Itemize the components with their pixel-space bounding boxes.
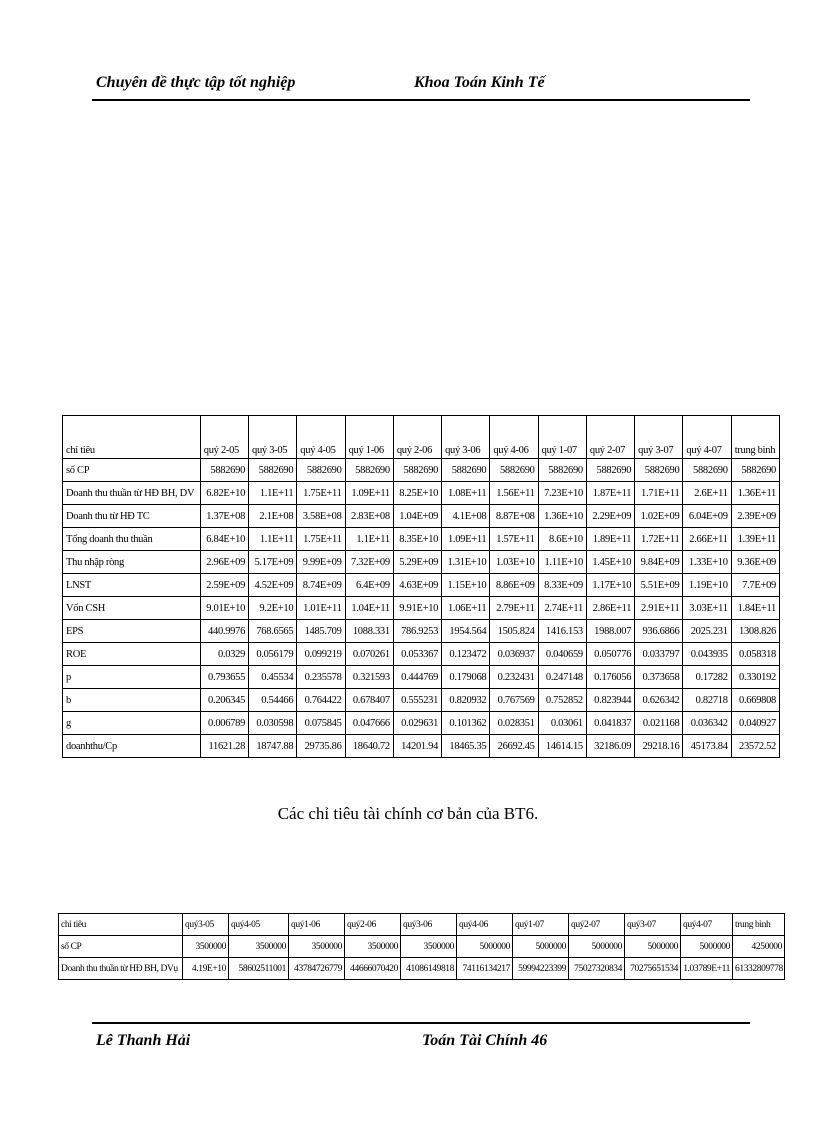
column-header: quý4-07 — [681, 914, 733, 936]
table-cell: 0.17282 — [683, 666, 731, 689]
row-label: Doanh thu từ HĐ TC — [63, 505, 201, 528]
table-cell: 5882690 — [683, 459, 731, 482]
table-cell: 8.33E+09 — [538, 574, 586, 597]
table-cell: 1.17E+10 — [586, 574, 634, 597]
table-cell: 1.1E+11 — [345, 528, 393, 551]
table-cell: 1.04E+11 — [345, 597, 393, 620]
table-cell: 9.91E+10 — [393, 597, 441, 620]
table-cell: 1954.564 — [442, 620, 490, 643]
table-cell: 1.06E+11 — [442, 597, 490, 620]
table-cell: 1.57E+11 — [490, 528, 538, 551]
table-cell: 0.820932 — [442, 689, 490, 712]
table-cell: 9.36E+09 — [731, 551, 779, 574]
table-cell: 1416.153 — [538, 620, 586, 643]
column-header: chỉ tiêu — [63, 416, 201, 459]
header-left-title: Chuyên đề thực tập tốt nghiệp — [96, 74, 296, 91]
table-cell: 8.35E+10 — [393, 528, 441, 551]
table-cell: 1.01E+11 — [297, 597, 345, 620]
table-row — [63, 666, 780, 689]
table-cell: 0.03061 — [538, 712, 586, 735]
table-cell: 3500000 — [345, 936, 401, 958]
table-cell: 1.39E+11 — [731, 528, 779, 551]
table-cell: 2.39E+09 — [731, 505, 779, 528]
table-cell: 0.678407 — [345, 689, 393, 712]
row-label: g — [63, 712, 201, 735]
table-cell: 7.23E+10 — [538, 482, 586, 505]
row-label: Doanh thu thuần từ HĐ BH, DV — [63, 482, 201, 505]
column-header: quý 1-07 — [538, 416, 586, 459]
header-row — [59, 914, 785, 936]
footer-class: Toán Tài Chính 46 — [422, 1032, 548, 1049]
table-cell: 440.9976 — [200, 620, 248, 643]
column-header: quý1-07 — [513, 914, 569, 936]
table-row — [63, 620, 780, 643]
table-cell: 8.6E+10 — [538, 528, 586, 551]
table-cell: 3500000 — [183, 936, 229, 958]
table-cell: 4250000 — [733, 936, 785, 958]
row-label: p — [63, 666, 201, 689]
table-cell: 2.83E+08 — [345, 505, 393, 528]
table-row — [63, 574, 780, 597]
table-cell: 32186.09 — [586, 735, 634, 758]
table-cell: 4.1E+08 — [442, 505, 490, 528]
table-cell: 0.793655 — [200, 666, 248, 689]
table-cell: 0.058318 — [731, 643, 779, 666]
table-cell: 5.29E+09 — [393, 551, 441, 574]
table-cell: 1088.331 — [345, 620, 393, 643]
table-cell: 0.075845 — [297, 712, 345, 735]
table-cell: 41086149818 — [401, 958, 457, 980]
table-cell: 0.669808 — [731, 689, 779, 712]
table-cell: 936.6866 — [635, 620, 683, 643]
table-cell: 0.036937 — [490, 643, 538, 666]
table-cell: 5882690 — [297, 459, 345, 482]
table-cell: 2.59E+09 — [200, 574, 248, 597]
row-label: b — [63, 689, 201, 712]
column-header: quý 3-05 — [249, 416, 297, 459]
table-cell: 1.75E+11 — [297, 482, 345, 505]
table-row — [63, 551, 780, 574]
table-cell: 1485.709 — [297, 620, 345, 643]
table-cell: 5882690 — [538, 459, 586, 482]
column-header: chỉ tiêu — [59, 914, 183, 936]
table-cell: 1.89E+11 — [586, 528, 634, 551]
table-row — [63, 735, 780, 758]
table-cell: 1.87E+11 — [586, 482, 634, 505]
table-cell: 0.053367 — [393, 643, 441, 666]
table-cell: 2025.231 — [683, 620, 731, 643]
column-header: quý 1-06 — [345, 416, 393, 459]
row-label: Thu nhập ròng — [63, 551, 201, 574]
table-cell: 5882690 — [442, 459, 490, 482]
table-cell: 3.58E+08 — [297, 505, 345, 528]
table-cell: 0.373658 — [635, 666, 683, 689]
row-label: EPS — [63, 620, 201, 643]
column-header: quý 4-06 — [490, 416, 538, 459]
table-cell: 1.1E+11 — [249, 528, 297, 551]
table-cell: 2.6E+11 — [683, 482, 731, 505]
row-label: LNST — [63, 574, 201, 597]
table-cell: 1.72E+11 — [635, 528, 683, 551]
table-cell: 1308.826 — [731, 620, 779, 643]
table-row — [63, 643, 780, 666]
table-cell: 70275651534 — [625, 958, 681, 980]
table-cell: 1.56E+11 — [490, 482, 538, 505]
table-cell: 786.9253 — [393, 620, 441, 643]
table-cell: 0.752852 — [538, 689, 586, 712]
table-cell: 3.03E+11 — [683, 597, 731, 620]
table-cell: 3500000 — [401, 936, 457, 958]
table-cell: 4.52E+09 — [249, 574, 297, 597]
table-cell: 0.030598 — [249, 712, 297, 735]
column-header: quý 2-07 — [586, 416, 634, 459]
table-cell: 8.25E+10 — [393, 482, 441, 505]
table-cell: 1.75E+11 — [297, 528, 345, 551]
table-cell: 0.82718 — [683, 689, 731, 712]
table-cell: 0.021168 — [635, 712, 683, 735]
table-cell: 0.764422 — [297, 689, 345, 712]
table-cell: 0.235578 — [297, 666, 345, 689]
column-header: quý2-06 — [345, 914, 401, 936]
table-cell: 43784726779 — [289, 958, 345, 980]
table-cell: 1505.824 — [490, 620, 538, 643]
table-cell: 0.056179 — [249, 643, 297, 666]
table-cell: 5882690 — [731, 459, 779, 482]
table-cell: 0.041837 — [586, 712, 634, 735]
row-label: doanhthu/Cp — [63, 735, 201, 758]
table-cell: 0.047666 — [345, 712, 393, 735]
table-cell: 5882690 — [393, 459, 441, 482]
table-cell: 1.02E+09 — [635, 505, 683, 528]
page-header — [92, 72, 750, 100]
table-cell: 0.006789 — [200, 712, 248, 735]
footer-rule — [92, 1022, 750, 1024]
table-cell: 23572.52 — [731, 735, 779, 758]
table-cell: 1.1E+11 — [249, 482, 297, 505]
column-header: quý4-06 — [457, 914, 513, 936]
header-right-title: Khoa Toán Kinh Tế — [414, 74, 545, 91]
table-row — [63, 459, 780, 482]
row-label: ROE — [63, 643, 201, 666]
table-cell: 5000000 — [513, 936, 569, 958]
table-cell: 9.99E+09 — [297, 551, 345, 574]
table-cell: 2.66E+11 — [683, 528, 731, 551]
table-cell: 7.32E+09 — [345, 551, 393, 574]
table-cell: 0.179068 — [442, 666, 490, 689]
table-cell: 1.19E+10 — [683, 574, 731, 597]
shares-revenue-table — [58, 913, 785, 980]
column-header: quý1-06 — [289, 914, 345, 936]
table-cell: 6.82E+10 — [200, 482, 248, 505]
table-cell: 0.626342 — [635, 689, 683, 712]
column-header: trung bình — [731, 416, 779, 459]
table-cell: 1.09E+11 — [345, 482, 393, 505]
table-cell: 1.36E+11 — [731, 482, 779, 505]
table-row — [63, 505, 780, 528]
financial-indicators-table — [62, 415, 780, 758]
table-cell: 5882690 — [490, 459, 538, 482]
column-header: quý4-05 — [229, 914, 289, 936]
column-header: quý 4-05 — [297, 416, 345, 459]
row-label: Tổng doanh thu thuần — [63, 528, 201, 551]
table-cell: 4.19E+10 — [183, 958, 229, 980]
table-row — [63, 528, 780, 551]
table-cell: 0.444769 — [393, 666, 441, 689]
header-rule — [92, 99, 750, 101]
column-header: quý 3-06 — [442, 416, 490, 459]
table-cell: 1.45E+10 — [586, 551, 634, 574]
table-cell: 9.2E+10 — [249, 597, 297, 620]
table-cell: 3500000 — [229, 936, 289, 958]
column-header: quý 4-07 — [683, 416, 731, 459]
table-cell: 5000000 — [457, 936, 513, 958]
table-cell: 7.7E+09 — [731, 574, 779, 597]
table-cell: 0.033797 — [635, 643, 683, 666]
column-header: quý2-07 — [569, 914, 625, 936]
table-cell: 0.823944 — [586, 689, 634, 712]
table-cell: 5000000 — [569, 936, 625, 958]
table-cell: 2.86E+11 — [586, 597, 634, 620]
row-label: số CP — [59, 936, 183, 958]
table-cell: 0.247148 — [538, 666, 586, 689]
table-row — [59, 936, 785, 958]
table-cell: 0.123472 — [442, 643, 490, 666]
table-cell: 0.767569 — [490, 689, 538, 712]
table-cell: 1.09E+11 — [442, 528, 490, 551]
table-cell: 1.15E+10 — [442, 574, 490, 597]
table-cell: 5882690 — [635, 459, 683, 482]
table-cell: 4.63E+09 — [393, 574, 441, 597]
table-cell: 2.1E+08 — [249, 505, 297, 528]
row-label: Vốn CSH — [63, 597, 201, 620]
header-row — [63, 416, 780, 459]
table-cell: 1.11E+10 — [538, 551, 586, 574]
table-cell: 1.03E+10 — [490, 551, 538, 574]
table-row — [63, 712, 780, 735]
table-cell: 6.4E+09 — [345, 574, 393, 597]
table-cell: 5882690 — [586, 459, 634, 482]
table-cell: 29218.16 — [635, 735, 683, 758]
column-header: quý 3-07 — [635, 416, 683, 459]
table-cell: 74116134217 — [457, 958, 513, 980]
row-label: Doanh thu thuần từ HĐ BH, DVụ — [59, 958, 183, 980]
table-cell: 2.79E+11 — [490, 597, 538, 620]
table-cell: 26692.45 — [490, 735, 538, 758]
table-cell: 0.070261 — [345, 643, 393, 666]
table-cell: 0.043935 — [683, 643, 731, 666]
table-cell: 5882690 — [249, 459, 297, 482]
table-cell: 9.84E+09 — [635, 551, 683, 574]
table-cell: 1.04E+09 — [393, 505, 441, 528]
table-cell: 14614.15 — [538, 735, 586, 758]
table-cell: 0.45534 — [249, 666, 297, 689]
table-cell: 0.321593 — [345, 666, 393, 689]
table-cell: 18640.72 — [345, 735, 393, 758]
table-cell: 44666070420 — [345, 958, 401, 980]
table-cell: 0.555231 — [393, 689, 441, 712]
table-cell: 29735.86 — [297, 735, 345, 758]
table-cell: 5882690 — [200, 459, 248, 482]
table-cell: 0.040927 — [731, 712, 779, 735]
table-cell: 8.86E+09 — [490, 574, 538, 597]
table-cell: 1.08E+11 — [442, 482, 490, 505]
table-cell: 768.6565 — [249, 620, 297, 643]
table-cell: 45173.84 — [683, 735, 731, 758]
table-cell: 0.036342 — [683, 712, 731, 735]
table-cell: 5000000 — [625, 936, 681, 958]
table-cell: 1.03789E+11 — [681, 958, 733, 980]
table-cell: 1.31E+10 — [442, 551, 490, 574]
table-cell: 5882690 — [345, 459, 393, 482]
table-cell: 0.232431 — [490, 666, 538, 689]
table-cell: 1.84E+11 — [731, 597, 779, 620]
table-cell: 2.29E+09 — [586, 505, 634, 528]
table-cell: 18747.88 — [249, 735, 297, 758]
table-cell: 5.17E+09 — [249, 551, 297, 574]
table-cell: 58602511001 — [229, 958, 289, 980]
column-header: quý3-06 — [401, 914, 457, 936]
table-cell: 0.176056 — [586, 666, 634, 689]
table-cell: 18465.35 — [442, 735, 490, 758]
table-cell: 2.91E+11 — [635, 597, 683, 620]
table-cell: 3500000 — [289, 936, 345, 958]
column-header: quý 2-06 — [393, 416, 441, 459]
table-cell: 0.0329 — [200, 643, 248, 666]
table-cell: 75027320834 — [569, 958, 625, 980]
table-cell: 1.33E+10 — [683, 551, 731, 574]
table-cell: 1.71E+11 — [635, 482, 683, 505]
row-label: số CP — [63, 459, 201, 482]
table-cell: 11621.28 — [200, 735, 248, 758]
column-header: quý3-05 — [183, 914, 229, 936]
table-cell: 1.36E+10 — [538, 505, 586, 528]
table-cell: 0.028351 — [490, 712, 538, 735]
table-row — [63, 689, 780, 712]
table-cell: 6.04E+09 — [683, 505, 731, 528]
table-cell: 6.84E+10 — [200, 528, 248, 551]
table-caption: Các chỉ tiêu tài chính cơ bản của BT6. — [277, 804, 539, 823]
table-cell: 59994223399 — [513, 958, 569, 980]
table-cell: 8.74E+09 — [297, 574, 345, 597]
table-cell: 2.96E+09 — [200, 551, 248, 574]
table-cell: 14201.94 — [393, 735, 441, 758]
footer-author: Lê Thanh Hải — [96, 1032, 191, 1049]
table-cell: 0.029631 — [393, 712, 441, 735]
table-cell: 2.74E+11 — [538, 597, 586, 620]
table-cell: 0.050776 — [586, 643, 634, 666]
table-row — [63, 482, 780, 505]
table-cell: 1988.007 — [586, 620, 634, 643]
table-cell: 0.101362 — [442, 712, 490, 735]
table-row — [59, 958, 785, 980]
table-cell: 8.87E+08 — [490, 505, 538, 528]
table-cell: 61332809778 — [733, 958, 785, 980]
table-cell: 0.54466 — [249, 689, 297, 712]
table-row — [63, 597, 780, 620]
table-cell: 9.01E+10 — [200, 597, 248, 620]
table-cell: 0.099219 — [297, 643, 345, 666]
table-cell: 0.330192 — [731, 666, 779, 689]
table-cell: 5.51E+09 — [635, 574, 683, 597]
table-cell: 0.040659 — [538, 643, 586, 666]
table-cell: 0.206345 — [200, 689, 248, 712]
column-header: quý 2-05 — [200, 416, 248, 459]
column-header: trung bình — [733, 914, 785, 936]
table-cell: 1.37E+08 — [200, 505, 248, 528]
column-header: quý3-07 — [625, 914, 681, 936]
table-cell: 5000000 — [681, 936, 733, 958]
